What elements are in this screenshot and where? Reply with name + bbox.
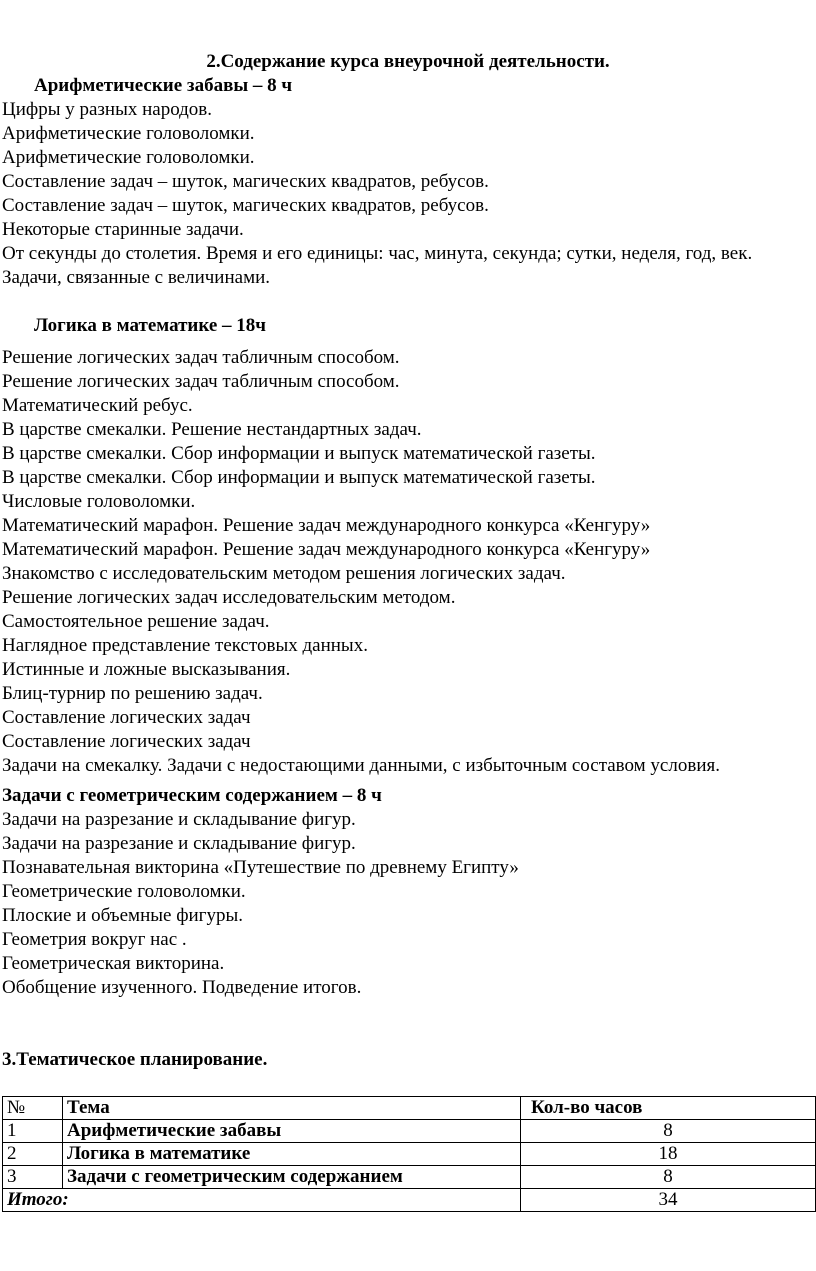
list-item: Наглядное представление текстовых данных. — [2, 635, 368, 656]
row-num: 1 — [3, 1120, 63, 1143]
list-item: Математический марафон. Решение задач международного конкурса «Кенгуру» — [2, 539, 651, 560]
row-num: 2 — [3, 1143, 63, 1166]
list-item: Составление задач – шуток, магических квадратов, ребусов. — [2, 195, 489, 216]
header-topic: Тема — [63, 1097, 521, 1120]
row-num: 3 — [3, 1166, 63, 1189]
header-hours: Кол-во часов — [521, 1097, 816, 1120]
list-item: Познавательная викторина «Путешествие по древнему Египту» — [2, 857, 519, 878]
total-label: Итого: — [3, 1189, 521, 1212]
list-item: Блиц-турнир по решению задач. — [2, 683, 263, 704]
list-geometry — [2, 808, 814, 1000]
list-item: Задачи, связанные с величинами. — [2, 267, 271, 288]
table-header-row — [3, 1097, 816, 1120]
row-topic: Логика в математике — [63, 1143, 521, 1166]
list-item: Числовые головоломки. — [2, 491, 196, 512]
total-value: 34 — [521, 1189, 816, 1212]
row-topic: Задачи с геометрическим содержанием — [63, 1166, 521, 1189]
list-item: Составление логических задач — [2, 731, 251, 752]
section-3-title: 3.Тематическое планирование. — [2, 1049, 268, 1070]
list-item: Решение логических задач табличным способом. — [2, 371, 400, 392]
list-item: В царстве смекалки. Решение нестандартных задач. — [2, 419, 422, 440]
table-total-row — [3, 1189, 816, 1212]
list-item: Цифры у разных народов. — [2, 99, 213, 120]
row-topic: Арифметические забавы — [63, 1120, 521, 1143]
plan-table — [2, 1096, 816, 1212]
list-item: Геометрия вокруг нас . — [2, 929, 187, 950]
list-arithmetic — [2, 98, 814, 290]
list-item: Геометрическая викторина. — [2, 953, 225, 974]
list-item: Самостоятельное решение задач. — [2, 611, 270, 632]
list-item: Знакомство с исследовательским методом решения логических задач. — [2, 563, 566, 584]
list-item: Задачи на разрезание и складывание фигур. — [2, 833, 356, 854]
list-item: Геометрические головоломки. — [2, 881, 246, 902]
table-row — [3, 1120, 816, 1143]
table-row — [3, 1143, 816, 1166]
row-hours: 8 — [521, 1166, 816, 1189]
list-item: В царстве смекалки. Сбор информации и выпуск математической газеты. — [2, 467, 596, 488]
block-heading-geometry: Задачи с геометрическим содержанием – 8 ч — [2, 785, 382, 806]
list-item: Решение логических задач исследовательским методом. — [2, 587, 456, 608]
block-heading-logic: Логика в математике – 18ч — [34, 315, 266, 336]
list-item: Некоторые старинные задачи. — [2, 219, 244, 240]
list-item: Арифметические головоломки. — [2, 147, 255, 168]
list-item: Задачи на разрезание и складывание фигур. — [2, 809, 356, 830]
list-item: Математический марафон. Решение задач международного конкурса «Кенгуру» — [2, 515, 651, 536]
list-item: Обобщение изученного. Подведение итогов. — [2, 977, 362, 998]
list-item: Составление логических задач — [2, 707, 251, 728]
list-item: Плоские и объемные фигуры. — [2, 905, 243, 926]
list-item: Арифметические головоломки. — [2, 123, 255, 144]
list-item: От секунды до столетия. Время и его единицы: час, минута, секунда; сутки, неделя, год, век. — [2, 243, 753, 264]
list-logic — [2, 346, 814, 778]
list-item: Математический ребус. — [2, 395, 193, 416]
list-item: Составление задач – шуток, магических квадратов, ребусов. — [2, 171, 489, 192]
section-2-title: 2.Содержание курса внеурочной деятельности. — [206, 51, 610, 72]
block-heading-arithmetic: Арифметические забавы – 8 ч — [34, 75, 293, 96]
table-row — [3, 1166, 816, 1189]
list-item: Задачи на смекалку. Задачи с недостающими данными, с избыточным составом условия. — [2, 755, 720, 776]
list-item: Истинные и ложные высказывания. — [2, 659, 291, 680]
list-item: Решение логических задач табличным способом. — [2, 347, 400, 368]
list-item: В царстве смекалки. Сбор информации и выпуск математической газеты. — [2, 443, 596, 464]
row-hours: 18 — [521, 1143, 816, 1166]
header-num: № — [3, 1097, 63, 1120]
row-hours: 8 — [521, 1120, 816, 1143]
